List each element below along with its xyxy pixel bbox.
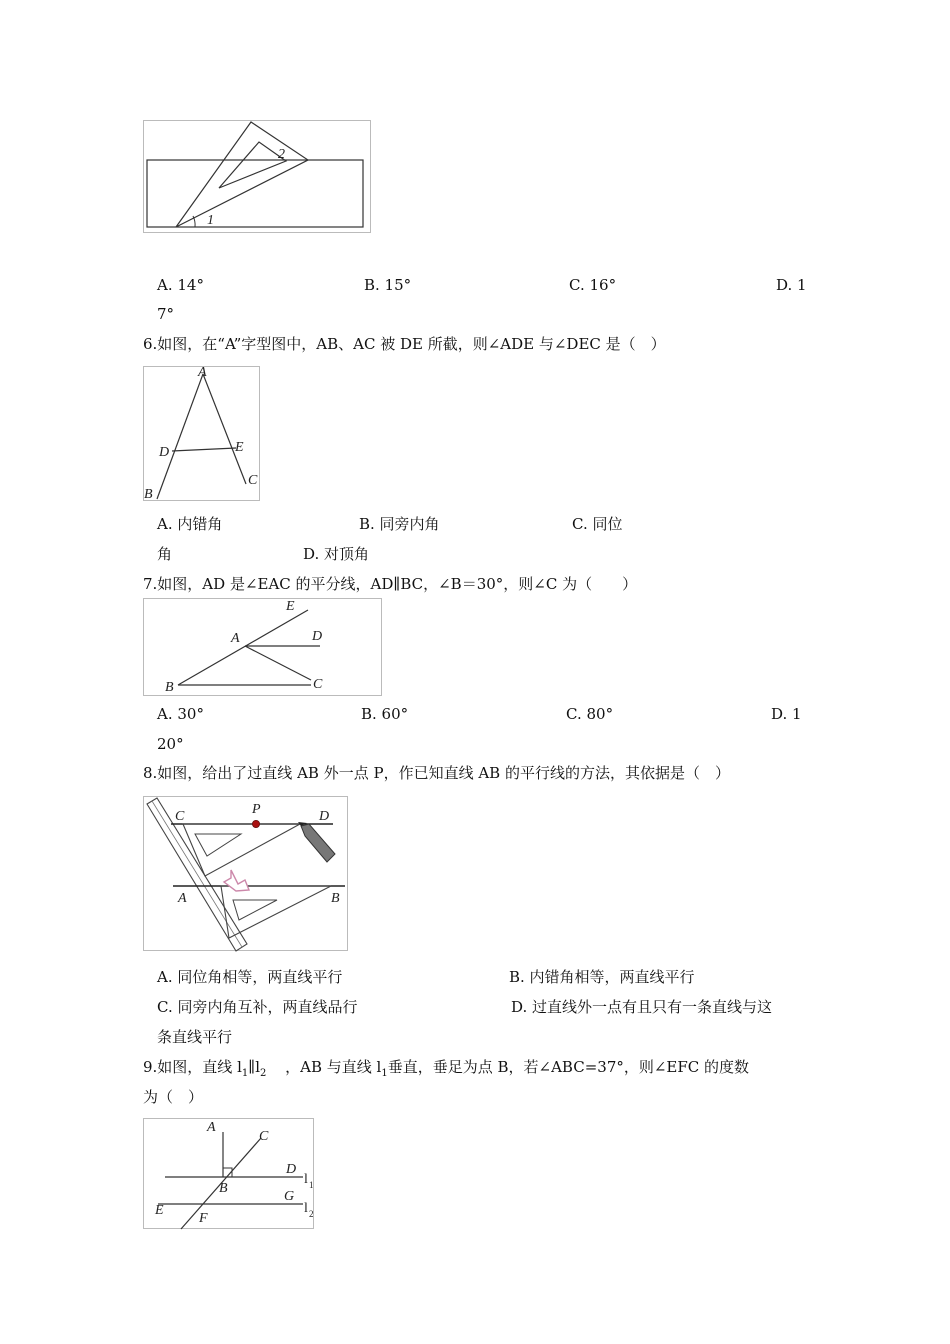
q6-option-d[interactable]: D. 对顶角: [303, 545, 370, 563]
q6-figure: [143, 366, 263, 508]
q9-stem-line2: 为（ ）: [143, 1088, 204, 1106]
q6-option-b[interactable]: B. 同旁内角: [359, 515, 440, 533]
q9-parallel-symbol: ∥l: [248, 1058, 260, 1076]
q6-diagram: [143, 366, 263, 504]
q9-label-g: G: [284, 1189, 295, 1204]
q7-label-e: E: [286, 599, 295, 614]
q9-figure: [143, 1118, 318, 1234]
q7-label-b: B: [165, 680, 174, 695]
q6-label-c: C: [248, 473, 258, 488]
q6-option-a[interactable]: A. 内错角: [157, 515, 223, 533]
q9-label-l1-sub: 1: [309, 1180, 314, 1190]
q6-option-c[interactable]: C. 同位: [572, 515, 623, 533]
q9-label-a: A: [207, 1120, 216, 1135]
q8-label-p: P: [252, 802, 261, 817]
q6-option-c-wrap: 角: [157, 545, 173, 563]
q7-diagram: [143, 598, 385, 698]
q8-option-a[interactable]: A. 同位角相等，两直线平行: [157, 968, 343, 986]
q5-angle2-label: 2: [278, 147, 285, 162]
q5-option-b[interactable]: B. 15°: [364, 276, 412, 294]
q6-label-e: E: [235, 440, 244, 455]
q8-diagram: [143, 796, 351, 954]
q7-option-d[interactable]: D. 1: [771, 705, 802, 723]
q5-option-d[interactable]: D. 1: [776, 276, 807, 294]
q7-label-a: A: [231, 631, 240, 646]
q6-label-d: D: [159, 445, 170, 460]
q7-label-d: D: [312, 629, 323, 644]
q8-label-c: C: [175, 809, 185, 824]
q8-label-b: B: [331, 891, 340, 906]
q9-label-d: D: [286, 1162, 297, 1177]
q9-stem-part2: ，AB 与直线 l: [285, 1058, 382, 1076]
q5-option-a[interactable]: A. 14°: [157, 276, 204, 294]
q8-figure: [143, 796, 351, 958]
q9-label-e: E: [155, 1203, 164, 1218]
q8-option-b[interactable]: B. 内错角相等，两直线平行: [509, 968, 695, 986]
q8-stem: 8.如图，给出了过直线 AB 外一点 P，作已知直线 AB 的平行线的方法，其依据是（ ）: [143, 764, 730, 782]
q5-figure: [143, 120, 373, 239]
q8-option-d[interactable]: D. 过直线外一点有且只有一条直线与这: [511, 998, 773, 1016]
q9-label-l2-sub: 2: [309, 1209, 314, 1219]
q9-label-f: F: [199, 1211, 208, 1226]
q7-option-a[interactable]: A. 30°: [157, 705, 204, 723]
q9-subscript-2: 2: [260, 1068, 267, 1079]
q8-option-d-wrap: 条直线平行: [157, 1028, 233, 1046]
q5-option-d-wrap: 7°: [157, 305, 175, 323]
q9-label-c: C: [259, 1129, 269, 1144]
q9-label-l2: l: [304, 1201, 308, 1216]
q9-stem-part1: 9.如图，直线 l: [143, 1058, 242, 1076]
q9-subscript-1: 1: [241, 1068, 249, 1079]
q9-diagram: [143, 1118, 318, 1230]
q7-stem: 7.如图，AD 是∠EAC 的平分线，AD∥BC，∠B＝30°，则∠C 为（ ）: [143, 575, 638, 593]
q6-stem: 6.如图，在“A”字型图中，AB、AC 被 DE 所截，则∠ADE 与∠DEC 是（ ）: [143, 335, 666, 353]
q9-label-l1: l: [304, 1172, 308, 1187]
q7-figure: [143, 598, 385, 702]
q8-option-c[interactable]: C. 同旁内角互补，两直线品行: [157, 998, 358, 1016]
q5-diagram: [143, 120, 373, 235]
q5-angle1-label: 1: [207, 213, 214, 228]
q8-label-a: A: [178, 891, 187, 906]
q7-option-b[interactable]: B. 60°: [361, 705, 409, 723]
q5-option-c[interactable]: C. 16°: [569, 276, 617, 294]
q7-label-c: C: [313, 677, 323, 692]
q7-option-d-wrap: 20°: [157, 735, 184, 753]
q7-option-c[interactable]: C. 80°: [566, 705, 614, 723]
q8-label-d: D: [319, 809, 330, 824]
q6-label-a: A: [198, 366, 207, 380]
q9-stem-part3: 垂直，垂足为点 B，若∠ABC=37°，则∠EFC 的度数: [387, 1058, 750, 1076]
q9-stem: [143, 1058, 749, 1083]
q6-label-b: B: [144, 487, 153, 502]
q9-subscript-3: 1: [381, 1068, 388, 1079]
q9-label-b: B: [219, 1181, 228, 1196]
